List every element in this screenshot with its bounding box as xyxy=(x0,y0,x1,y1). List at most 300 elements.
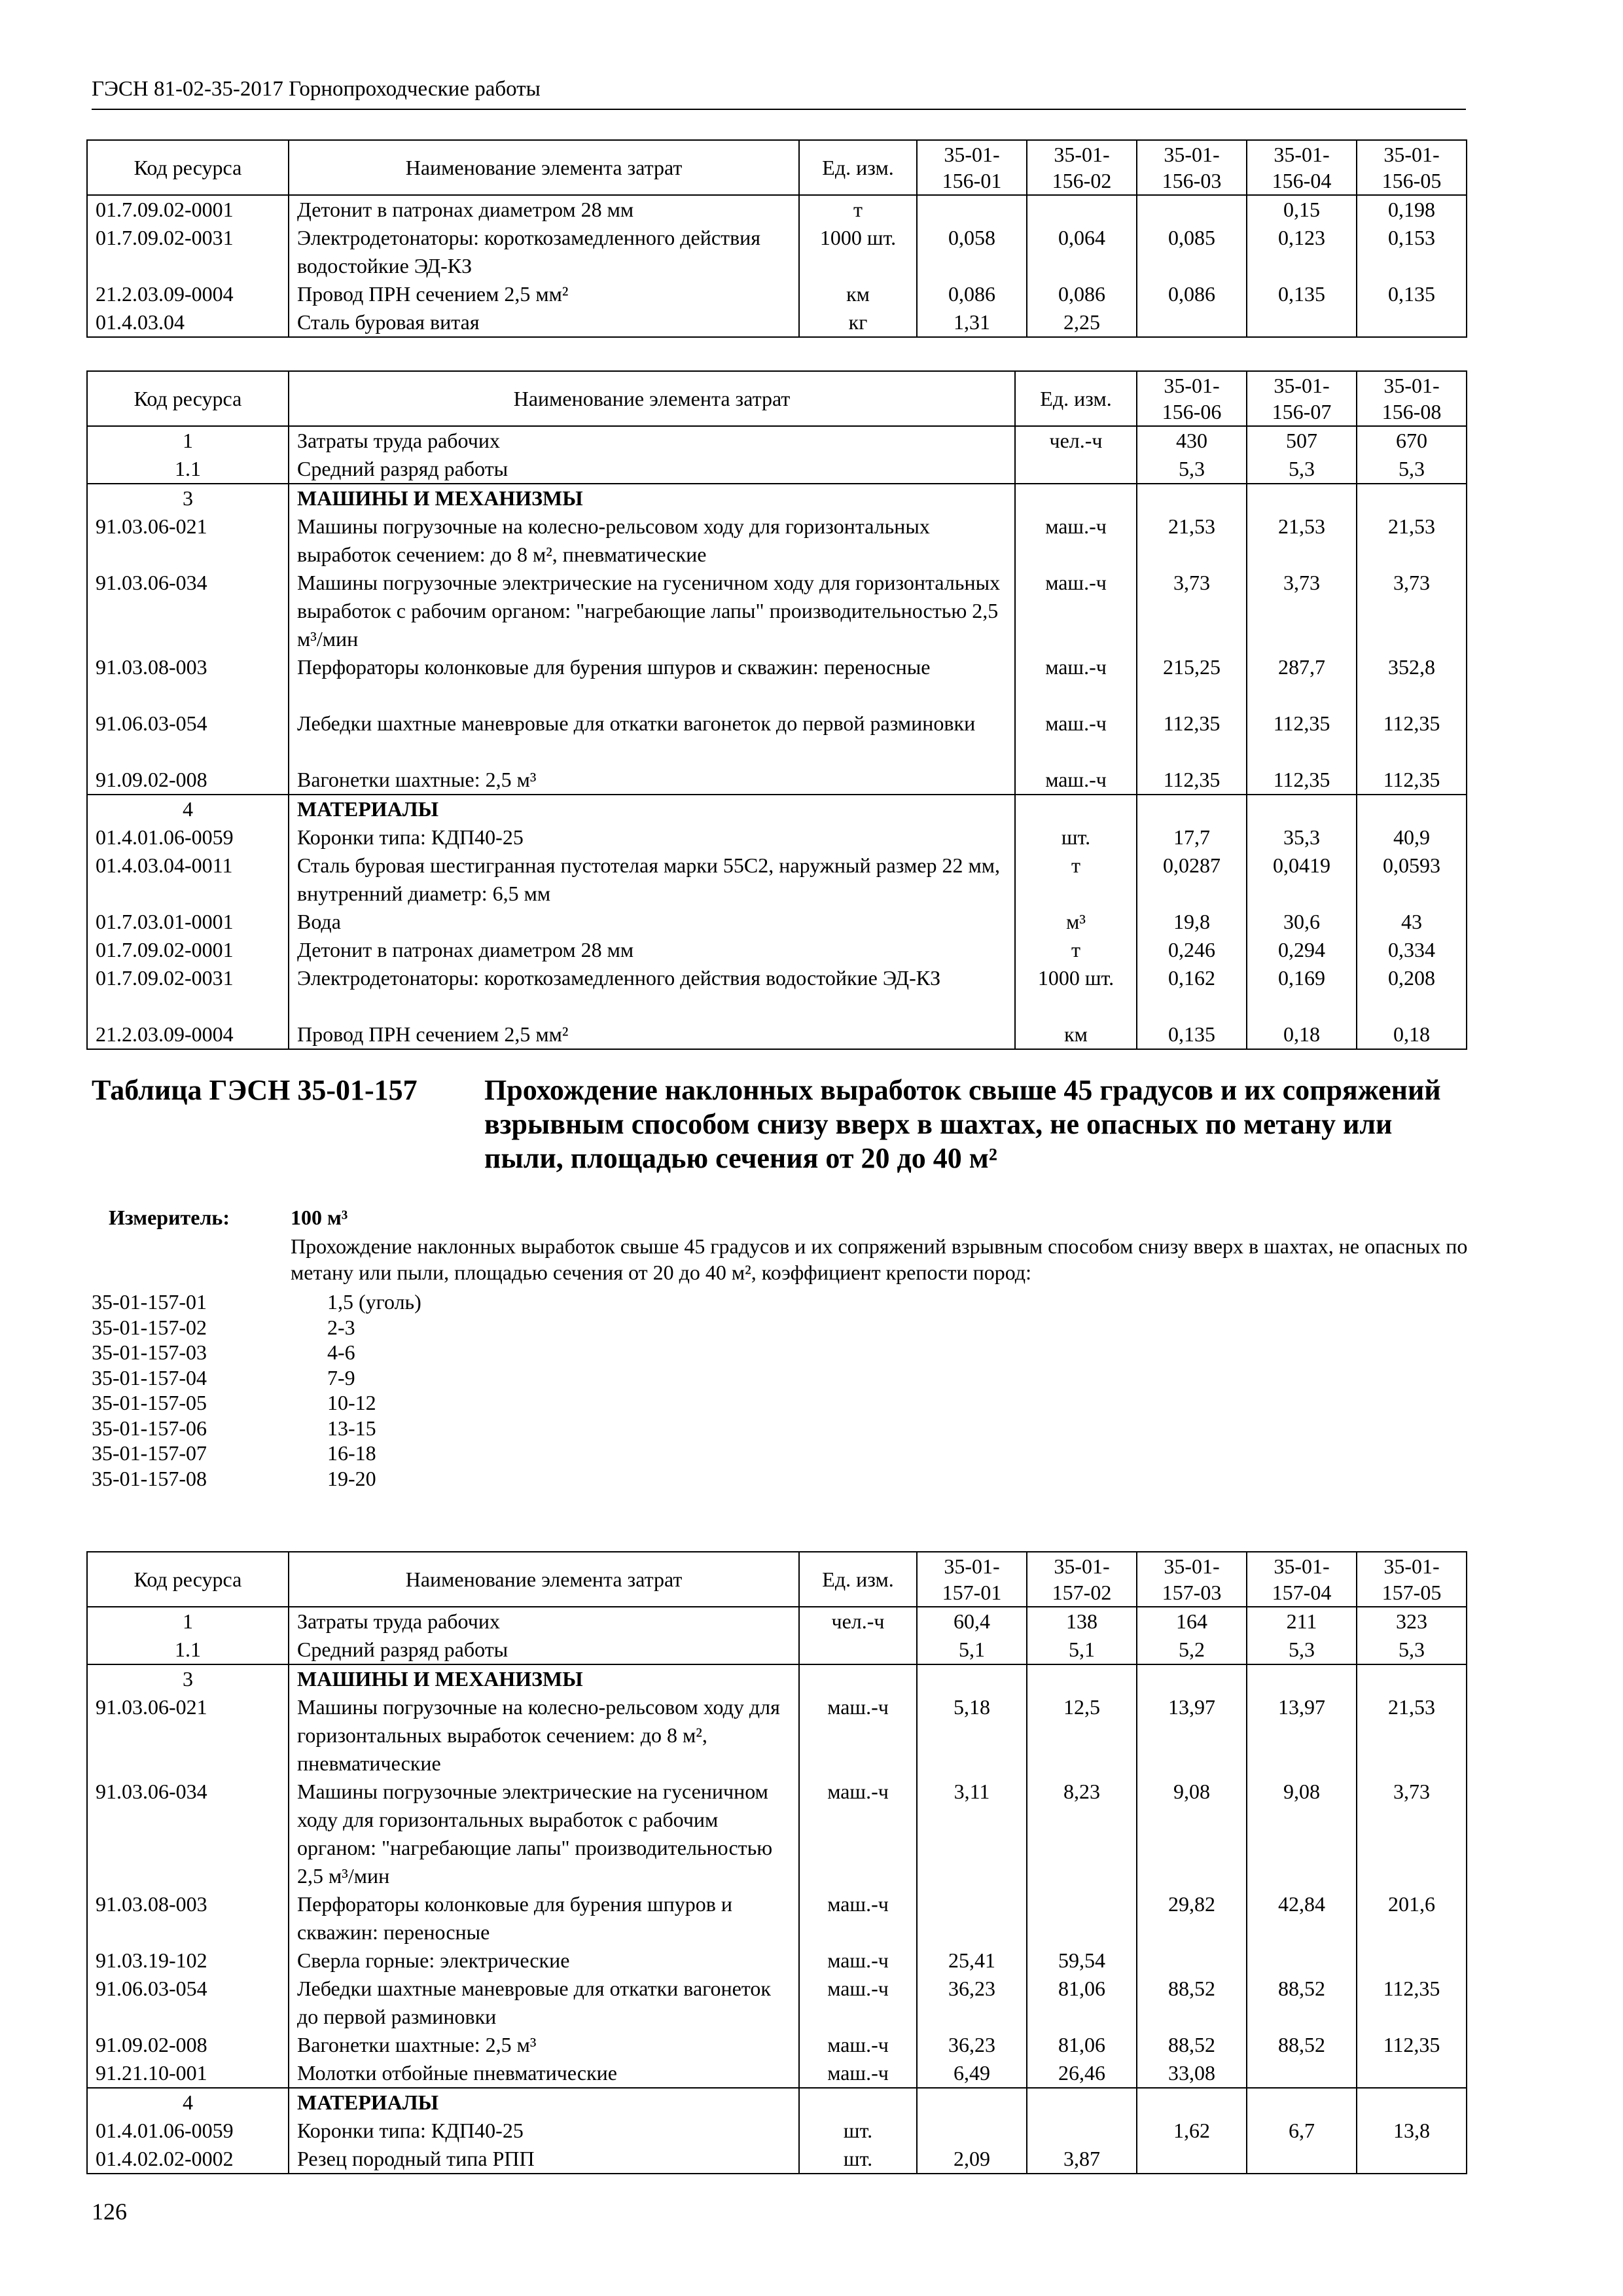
cost-element-name: Детонит в патронах диаметром 28 мм xyxy=(289,195,799,224)
resource-table-157-01-05 xyxy=(86,1551,1467,2174)
norm-value: 670 xyxy=(1357,426,1467,455)
norm-value xyxy=(1357,795,1467,823)
page-number: 126 xyxy=(92,2198,127,2225)
column-header: Наименование элемента затрат xyxy=(289,371,1015,426)
unit-of-measure: чел.-ч xyxy=(799,1607,917,1636)
norm-value: 21,53 xyxy=(1137,512,1247,569)
norm-value xyxy=(917,1890,1027,1946)
norm-value: 13,8 xyxy=(1357,2117,1467,2145)
norm-value xyxy=(1137,2145,1247,2174)
resource-code: 21.2.03.09-0004 xyxy=(87,280,289,308)
norm-value xyxy=(917,195,1027,224)
resource-code: 91.03.06-034 xyxy=(87,1778,289,1890)
norm-value: 112,35 xyxy=(1137,766,1247,795)
unit-of-measure: шт. xyxy=(799,2145,917,2174)
norm-value: 3,73 xyxy=(1357,569,1467,653)
norm-value: 0,085 xyxy=(1137,224,1247,280)
unit-of-measure: т xyxy=(1015,936,1137,964)
norm-value: 30,6 xyxy=(1247,908,1357,936)
norm-value: 35,3 xyxy=(1247,823,1357,852)
variant-list xyxy=(92,1289,681,1491)
norm-value: 5,3 xyxy=(1357,1636,1467,1664)
norm-value: 8,23 xyxy=(1027,1778,1137,1890)
cost-element-name: Детонит в патронах диаметром 28 мм xyxy=(289,936,1015,964)
table-row xyxy=(87,1607,1467,1636)
cost-element-name: Провод ПРН сечением 2,5 мм² xyxy=(289,1020,1015,1049)
table-row xyxy=(87,280,1467,308)
variant-code: 35-01-157-08 xyxy=(92,1466,207,1490)
column-header: 35-01- 156-07 xyxy=(1247,371,1357,426)
norm-value: 164 xyxy=(1137,1607,1247,1636)
cost-element-name: Сталь буровая витая xyxy=(289,308,799,337)
unit-of-measure: чел.-ч xyxy=(1015,426,1137,455)
table-code: Таблица ГЭСН 35-01-157 xyxy=(92,1074,418,1106)
norm-value: 21,53 xyxy=(1247,512,1357,569)
column-header: Код ресурса xyxy=(87,1552,289,1607)
variant-row xyxy=(92,1365,681,1391)
norm-value xyxy=(1137,1664,1247,1693)
norm-value: 0,0593 xyxy=(1357,852,1467,908)
norm-value: 112,35 xyxy=(1357,709,1467,766)
resource-code: 01.4.03.04 xyxy=(87,308,289,337)
resource-table-156-01-05 xyxy=(86,139,1467,338)
norm-value: 6,7 xyxy=(1247,2117,1357,2145)
norm-value xyxy=(1357,2059,1467,2088)
resource-code: 01.4.03.04-0011 xyxy=(87,852,289,908)
norm-value xyxy=(1357,2088,1467,2117)
column-header: 35-01- 156-05 xyxy=(1357,140,1467,195)
variant-value: 2-3 xyxy=(327,1315,355,1339)
table-row xyxy=(87,823,1467,852)
norm-value xyxy=(1137,2088,1247,2117)
table-row xyxy=(87,766,1467,795)
variant-value: 1,5 (уголь) xyxy=(327,1290,421,1314)
norm-value xyxy=(1247,2059,1357,2088)
table-row xyxy=(87,1975,1467,2031)
norm-value: 287,7 xyxy=(1247,653,1357,709)
table-row xyxy=(87,569,1467,653)
unit-of-measure: т xyxy=(799,195,917,224)
norm-value xyxy=(1357,484,1467,512)
unit-of-measure: маш.-ч xyxy=(1015,709,1137,766)
norm-value: 430 xyxy=(1137,426,1247,455)
resource-code: 21.2.03.09-0004 xyxy=(87,1020,289,1049)
norm-value xyxy=(1137,1946,1247,1975)
norm-value xyxy=(1247,1664,1357,1693)
norm-value: 0,18 xyxy=(1357,1020,1467,1049)
running-header xyxy=(92,77,1466,110)
cost-element-name: Машины погрузочные на колесно-рельсовом ходу для горизонтальных выработок сечением: до 8 м², пневматические xyxy=(289,1693,799,1778)
norm-value: 0,334 xyxy=(1357,936,1467,964)
norm-value: 19,8 xyxy=(1137,908,1247,936)
table-row xyxy=(87,852,1467,908)
table-row xyxy=(87,2031,1467,2059)
norm-value: 0,0287 xyxy=(1137,852,1247,908)
norm-value xyxy=(917,1664,1027,1693)
norm-value: 17,7 xyxy=(1137,823,1247,852)
table-name: Прохождение наклонных выработок свыше 45 градусов и их сопряжений взрывным способом снизу вверх в шахтах, не опасных по метану или пыли, площадью сечения от 20 до 40 м² xyxy=(484,1074,1441,1174)
column-header: Код ресурса xyxy=(87,371,289,426)
variant-row xyxy=(92,1466,681,1492)
unit-of-measure: маш.-ч xyxy=(799,1946,917,1975)
norm-value: 5,3 xyxy=(1247,1636,1357,1664)
table-row xyxy=(87,653,1467,709)
column-header: 35-01- 157-01 xyxy=(917,1552,1027,1607)
resource-code: 01.7.09.02-0031 xyxy=(87,224,289,280)
column-header: Наименование элемента затрат xyxy=(289,140,799,195)
norm-value xyxy=(1247,795,1357,823)
cost-element-name: Резец породный типа РПП xyxy=(289,2145,799,2174)
table-row xyxy=(87,512,1467,569)
unit-of-measure xyxy=(1015,795,1137,823)
cost-element-name: Коронки типа: КДП40-25 xyxy=(289,2117,799,2145)
meter-unit: 100 м³ xyxy=(291,1206,348,1229)
cost-element-name: Вода xyxy=(289,908,1015,936)
table-row xyxy=(87,224,1467,280)
column-header: 35-01- 156-06 xyxy=(1137,371,1247,426)
variant-value: 19-20 xyxy=(327,1466,376,1490)
unit-of-measure: маш.-ч xyxy=(1015,569,1137,653)
norm-value: 88,52 xyxy=(1137,2031,1247,2059)
norm-value: 88,52 xyxy=(1247,2031,1357,2059)
variant-code: 35-01-157-05 xyxy=(92,1391,207,1414)
column-header: 35-01- 156-01 xyxy=(917,140,1027,195)
norm-value: 36,23 xyxy=(917,1975,1027,2031)
cost-element-name: Затраты труда рабочих xyxy=(289,1607,799,1636)
cost-element-name: Перфораторы колонковые для бурения шпуров и скважин: переносные xyxy=(289,653,1015,709)
unit-of-measure xyxy=(799,1664,917,1693)
norm-value xyxy=(1027,1890,1137,1946)
norm-value: 1,62 xyxy=(1137,2117,1247,2145)
table-row xyxy=(87,2059,1467,2088)
unit-of-measure: кг xyxy=(799,308,917,337)
norm-value: 352,8 xyxy=(1357,653,1467,709)
norm-value: 13,97 xyxy=(1137,1693,1247,1778)
resource-code: 91.03.06-021 xyxy=(87,512,289,569)
variant-code: 35-01-157-02 xyxy=(92,1315,207,1339)
resource-code: 1 xyxy=(87,426,289,455)
cost-element-name: Затраты труда рабочих xyxy=(289,426,1015,455)
norm-value: 112,35 xyxy=(1247,709,1357,766)
table-row xyxy=(87,709,1467,766)
norm-value: 0,086 xyxy=(917,280,1027,308)
norm-value: 3,87 xyxy=(1027,2145,1137,2174)
norm-value: 12,5 xyxy=(1027,1693,1137,1778)
resource-code: 3 xyxy=(87,1664,289,1693)
cost-element-name: Машины погрузочные на колесно-рельсовом ходу для горизонтальных выработок сечением: до 8 м², пневматические xyxy=(289,512,1015,569)
norm-value: 0,086 xyxy=(1027,280,1137,308)
cost-element-name: Провод ПРН сечением 2,5 мм² xyxy=(289,280,799,308)
table-row xyxy=(87,455,1467,484)
norm-value xyxy=(1137,195,1247,224)
norm-value: 88,52 xyxy=(1247,1975,1357,2031)
resource-code: 91.09.02-008 xyxy=(87,766,289,795)
meter-label: Измеритель: xyxy=(109,1206,230,1229)
variant-row xyxy=(92,1390,681,1416)
unit-of-measure: маш.-ч xyxy=(799,2031,917,2059)
norm-value xyxy=(1357,308,1467,337)
norm-value: 36,23 xyxy=(917,2031,1027,2059)
running-header-title: ГЭСН 81-02-35-2017 Горнопроходческие работы xyxy=(92,77,541,101)
variant-code: 35-01-157-03 xyxy=(92,1340,207,1364)
resource-code: 01.7.09.02-0031 xyxy=(87,964,289,1020)
norm-value xyxy=(917,2117,1027,2145)
norm-value: 5,3 xyxy=(1357,455,1467,484)
norm-value: 25,41 xyxy=(917,1946,1027,1975)
norm-value: 5,2 xyxy=(1137,1636,1247,1664)
norm-value xyxy=(1137,484,1247,512)
variant-value: 7-9 xyxy=(327,1365,355,1390)
resource-code: 91.21.10-001 xyxy=(87,2059,289,2088)
variant-code: 35-01-157-06 xyxy=(92,1416,207,1440)
cost-element-name: МАТЕРИАЛЫ xyxy=(289,795,1015,823)
unit-of-measure: м³ xyxy=(1015,908,1137,936)
norm-value xyxy=(1247,2145,1357,2174)
table-row xyxy=(87,195,1467,224)
cost-element-name: Машины погрузочные электрические на гусеничном ходу для горизонтальных выработок с рабочим органом: "нагребающие лапы" производительностью 2,5 м³/мин xyxy=(289,569,1015,653)
norm-value: 138 xyxy=(1027,1607,1137,1636)
variant-value: 10-12 xyxy=(327,1391,376,1414)
unit-of-measure: т xyxy=(1015,852,1137,908)
resource-code: 91.09.02-008 xyxy=(87,2031,289,2059)
column-header: 35-01- 157-02 xyxy=(1027,1552,1137,1607)
resource-code: 1.1 xyxy=(87,1636,289,1664)
norm-value: 0,294 xyxy=(1247,936,1357,964)
norm-value xyxy=(1357,1946,1467,1975)
cost-element-name: Электродетонаторы: короткозамедленного действия водостойкие ЭД-КЗ xyxy=(289,224,799,280)
norm-value xyxy=(1027,2117,1137,2145)
norm-value: 29,82 xyxy=(1137,1890,1247,1946)
norm-value: 2,25 xyxy=(1027,308,1137,337)
variant-row xyxy=(92,1315,681,1340)
column-header: Ед. изм. xyxy=(1015,371,1137,426)
variant-code: 35-01-157-01 xyxy=(92,1290,207,1314)
column-header: Наименование элемента затрат xyxy=(289,1552,799,1607)
norm-value: 201,6 xyxy=(1357,1890,1467,1946)
variant-value: 16-18 xyxy=(327,1441,376,1465)
resource-code: 91.03.06-034 xyxy=(87,569,289,653)
norm-value xyxy=(1027,195,1137,224)
norm-value: 0,246 xyxy=(1137,936,1247,964)
unit-of-measure xyxy=(799,2088,917,2117)
column-header: 35-01- 156-02 xyxy=(1027,140,1137,195)
cost-element-name: Молотки отбойные пневматические xyxy=(289,2059,799,2088)
norm-value xyxy=(917,2088,1027,2117)
cost-element-name: Сверла горные: электрические xyxy=(289,1946,799,1975)
norm-value xyxy=(1247,308,1357,337)
norm-value: 112,35 xyxy=(1357,2031,1467,2059)
norm-value: 60,4 xyxy=(917,1607,1027,1636)
resource-code: 91.03.06-021 xyxy=(87,1693,289,1778)
norm-value: 2,09 xyxy=(917,2145,1027,2174)
norm-value: 211 xyxy=(1247,1607,1357,1636)
table-row xyxy=(87,2145,1467,2174)
norm-value xyxy=(1027,1664,1137,1693)
column-header: 35-01- 156-08 xyxy=(1357,371,1467,426)
unit-of-measure: маш.-ч xyxy=(1015,766,1137,795)
variant-row xyxy=(92,1416,681,1441)
table-row xyxy=(87,484,1467,512)
cost-element-name: Вагонетки шахтные: 2,5 м³ xyxy=(289,766,1015,795)
resource-code: 01.4.02.02-0002 xyxy=(87,2145,289,2174)
resource-code: 1.1 xyxy=(87,455,289,484)
norm-value: 5,1 xyxy=(1027,1636,1137,1664)
norm-value: 3,11 xyxy=(917,1778,1027,1890)
unit-of-measure: маш.-ч xyxy=(799,1890,917,1946)
norm-value: 0,198 xyxy=(1357,195,1467,224)
norm-value: 1,31 xyxy=(917,308,1027,337)
table-row xyxy=(87,1636,1467,1664)
norm-value: 0,153 xyxy=(1357,224,1467,280)
variant-code: 35-01-157-04 xyxy=(92,1365,207,1390)
unit-of-measure xyxy=(1015,484,1137,512)
norm-value xyxy=(1247,1946,1357,1975)
norm-value: 112,35 xyxy=(1357,766,1467,795)
norm-value: 323 xyxy=(1357,1607,1467,1636)
table-row xyxy=(87,1693,1467,1778)
norm-value xyxy=(1137,795,1247,823)
variant-value: 4-6 xyxy=(327,1340,355,1364)
cost-element-name: Лебедки шахтные маневровые для откатки вагонеток до первой разминовки xyxy=(289,709,1015,766)
cost-element-name: Средний разряд работы xyxy=(289,1636,799,1664)
column-header: Ед. изм. xyxy=(799,140,917,195)
norm-value: 9,08 xyxy=(1137,1778,1247,1890)
norm-value: 0,135 xyxy=(1137,1020,1247,1049)
table-row xyxy=(87,795,1467,823)
norm-value: 88,52 xyxy=(1137,1975,1247,2031)
norm-value: 59,54 xyxy=(1027,1946,1137,1975)
column-header: 35-01- 156-04 xyxy=(1247,140,1357,195)
norm-value: 13,97 xyxy=(1247,1693,1357,1778)
resource-code: 91.06.03-054 xyxy=(87,709,289,766)
unit-of-measure: 1000 шт. xyxy=(799,224,917,280)
unit-of-measure xyxy=(1015,455,1137,484)
cost-element-name: Лебедки шахтные маневровые для откатки вагонеток до первой разминовки xyxy=(289,1975,799,2031)
column-header: Код ресурса xyxy=(87,140,289,195)
norm-value: 40,9 xyxy=(1357,823,1467,852)
norm-value: 0,169 xyxy=(1247,964,1357,1020)
variant-row xyxy=(92,1340,681,1365)
norm-value xyxy=(1247,484,1357,512)
norm-value: 42,84 xyxy=(1247,1890,1357,1946)
norm-value xyxy=(1357,1664,1467,1693)
unit-of-measure: 1000 шт. xyxy=(1015,964,1137,1020)
norm-value: 21,53 xyxy=(1357,1693,1467,1778)
table-row xyxy=(87,2088,1467,2117)
norm-value: 81,06 xyxy=(1027,1975,1137,2031)
norm-value: 3,73 xyxy=(1247,569,1357,653)
norm-value: 5,3 xyxy=(1137,455,1247,484)
norm-value: 0,18 xyxy=(1247,1020,1357,1049)
norm-value: 9,08 xyxy=(1247,1778,1357,1890)
norm-value: 0,058 xyxy=(917,224,1027,280)
resource-code: 01.4.01.06-0059 xyxy=(87,2117,289,2145)
unit-of-measure: шт. xyxy=(1015,823,1137,852)
unit-of-measure: маш.-ч xyxy=(1015,653,1137,709)
resource-code: 4 xyxy=(87,2088,289,2117)
table-row xyxy=(87,936,1467,964)
norm-value: 0,15 xyxy=(1247,195,1357,224)
cost-element-name: Сталь буровая шестигранная пустотелая марки 55С2, наружный размер 22 мм, внутренний диаметр: 6,5 мм xyxy=(289,852,1015,908)
cost-element-name: Вагонетки шахтные: 2,5 м³ xyxy=(289,2031,799,2059)
resource-code: 91.03.08-003 xyxy=(87,1890,289,1946)
table-row xyxy=(87,1946,1467,1975)
unit-of-measure: маш.-ч xyxy=(799,1975,917,2031)
norm-value: 0,135 xyxy=(1357,280,1467,308)
unit-of-measure: маш.-ч xyxy=(799,1778,917,1890)
norm-value: 0,208 xyxy=(1357,964,1467,1020)
table-row xyxy=(87,1778,1467,1890)
table-row xyxy=(87,1664,1467,1693)
norm-value: 0,086 xyxy=(1137,280,1247,308)
cost-element-name: МАШИНЫ И МЕХАНИЗМЫ xyxy=(289,484,1015,512)
cost-element-name: МАТЕРИАЛЫ xyxy=(289,2088,799,2117)
table-row xyxy=(87,908,1467,936)
norm-value: 26,46 xyxy=(1027,2059,1137,2088)
norm-value: 112,35 xyxy=(1247,766,1357,795)
resource-code: 91.03.08-003 xyxy=(87,653,289,709)
resource-code: 01.7.09.02-0001 xyxy=(87,936,289,964)
column-header: Ед. изм. xyxy=(799,1552,917,1607)
norm-value: 3,73 xyxy=(1137,569,1247,653)
norm-value: 5,18 xyxy=(917,1693,1027,1778)
meter-description: Прохождение наклонных выработок свыше 45 градусов и их сопряжений взрывным способом снизу вверх в шахтах, не опасных по метану или пыли, площадью сечения от 20 до 40 м², коэффициент крепости пород: xyxy=(291,1234,1468,1284)
table-row xyxy=(87,2117,1467,2145)
norm-value: 0,162 xyxy=(1137,964,1247,1020)
resource-code: 91.06.03-054 xyxy=(87,1975,289,2031)
norm-value: 0,123 xyxy=(1247,224,1357,280)
norm-value xyxy=(1137,308,1247,337)
cost-element-name: Средний разряд работы xyxy=(289,455,1015,484)
norm-value xyxy=(1247,2088,1357,2117)
resource-code: 01.4.01.06-0059 xyxy=(87,823,289,852)
norm-value xyxy=(1027,2088,1137,2117)
resource-code: 4 xyxy=(87,795,289,823)
norm-value xyxy=(1357,2145,1467,2174)
norm-value: 43 xyxy=(1357,908,1467,936)
variant-value: 13-15 xyxy=(327,1416,376,1440)
cost-element-name: Электродетонаторы: короткозамедленного действия водостойкие ЭД-КЗ xyxy=(289,964,1015,1020)
table-row xyxy=(87,308,1467,337)
variant-row xyxy=(92,1441,681,1466)
norm-value: 0,064 xyxy=(1027,224,1137,280)
resource-code: 91.03.19-102 xyxy=(87,1946,289,1975)
norm-value: 3,73 xyxy=(1357,1778,1467,1890)
variant-code: 35-01-157-07 xyxy=(92,1441,207,1465)
unit-of-measure: км xyxy=(799,280,917,308)
resource-code: 01.7.09.02-0001 xyxy=(87,195,289,224)
unit-of-measure: маш.-ч xyxy=(1015,512,1137,569)
column-header: 35-01- 156-03 xyxy=(1137,140,1247,195)
norm-value: 21,53 xyxy=(1357,512,1467,569)
norm-value: 6,49 xyxy=(917,2059,1027,2088)
norm-value: 112,35 xyxy=(1137,709,1247,766)
unit-of-measure: км xyxy=(1015,1020,1137,1049)
cost-element-name: Перфораторы колонковые для бурения шпуров и скважин: переносные xyxy=(289,1890,799,1946)
norm-value: 112,35 xyxy=(1357,1975,1467,2031)
column-header: 35-01- 157-03 xyxy=(1137,1552,1247,1607)
norm-value: 215,25 xyxy=(1137,653,1247,709)
cost-element-name: Машины погрузочные электрические на гусеничном ходу для горизонтальных выработок с рабочим органом: "нагребающие лапы" производительностью 2,5 м³/мин xyxy=(289,1778,799,1890)
table-row xyxy=(87,1890,1467,1946)
resource-table-156-06-08 xyxy=(86,370,1467,1050)
cost-element-name: Коронки типа: КДП40-25 xyxy=(289,823,1015,852)
unit-of-measure: маш.-ч xyxy=(799,1693,917,1778)
table-row xyxy=(87,1020,1467,1049)
norm-value: 5,1 xyxy=(917,1636,1027,1664)
column-header: 35-01- 157-05 xyxy=(1357,1552,1467,1607)
resource-code: 1 xyxy=(87,1607,289,1636)
